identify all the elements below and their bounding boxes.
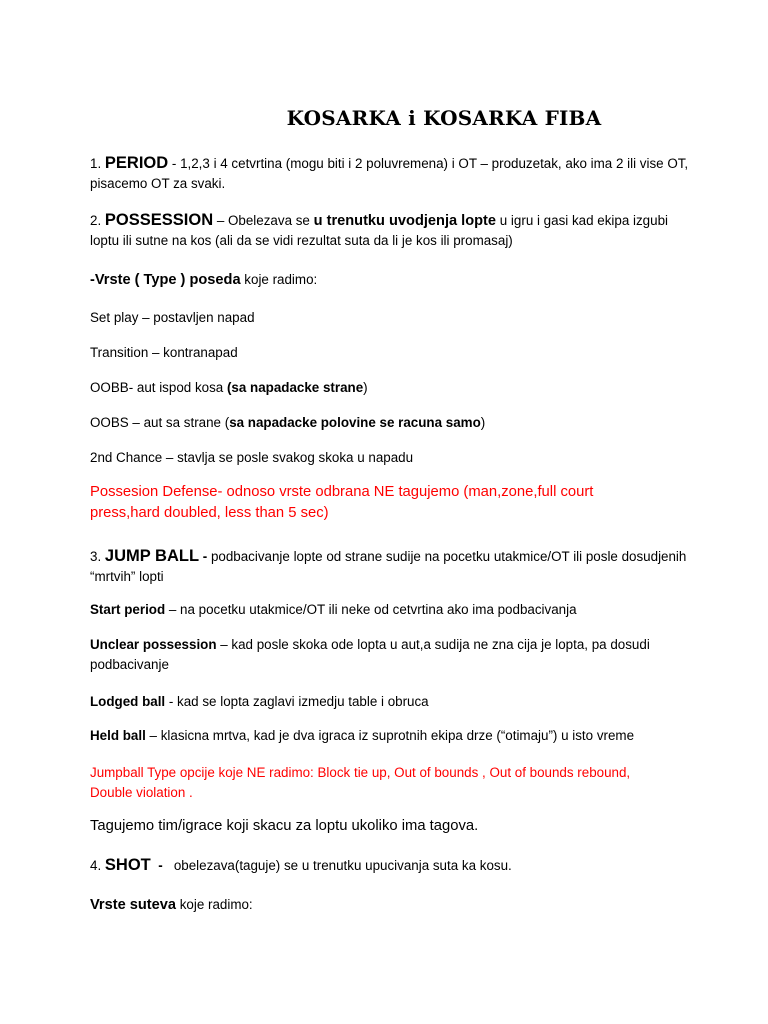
possesion-defense-note: Possesion Defense- odnoso vrste odbrana NE tagujemo (man,zone,full court press,hard doubled, less than 5 sec): [90, 484, 594, 521]
unclear-possession-text: – kad posle skoka ode lopta u aut,a sudija ne zna cija je lopta, pa dosudi podbacivanje: [90, 637, 650, 672]
section-period: [90, 153, 690, 194]
jump-ball-dash: -: [199, 549, 211, 564]
start-period-line: [90, 600, 690, 620]
vrste-suteva-text: koje radimo:: [176, 897, 253, 912]
type-set-play: Set play – postavljen napad: [90, 310, 255, 325]
vrste-poseda-bold: -Vrste ( Type ) poseda: [90, 272, 241, 288]
shot-text: obelezava(taguje) se u trenutku upucivanja suta ka kosu.: [170, 858, 512, 873]
type-transition: Transition – kontranapad: [90, 345, 238, 360]
jump-ball-heading: JUMP BALL: [104, 547, 200, 565]
possession-heading: POSSESSION: [104, 211, 214, 229]
oobb-text: OOBB- aut ispod kosa: [90, 380, 227, 395]
held-ball-text: – klasicna mrtva, kad je dva igraca iz suprotnih ekipa drze (“otimaju”) u isto vreme: [145, 728, 635, 743]
possession-text-post: u igru i gasi kad ekipa izgubi loptu ili sutne na kos (ali da se vidi rezultat suta da li je kos ili promasaj): [90, 213, 668, 248]
held-ball-bold: Held ball: [90, 728, 146, 743]
possession-text-pre: – Obelezava se: [213, 213, 314, 228]
period-number: 1.: [90, 156, 102, 171]
type-oobb: [90, 378, 690, 398]
type-second-chance: 2nd Chance – stavlja se posle svakog skoka u napadu: [90, 450, 414, 465]
page-title: KOSARKA i KOSARKA FIBA: [286, 106, 602, 130]
lodged-ball-line: [90, 692, 690, 712]
oobb-close: ): [363, 380, 368, 395]
start-period-text: – na pocetku utakmice/OT ili neke od cetvrtina ako ima podbacivanja: [165, 602, 577, 617]
lodged-ball-bold: Lodged ball: [90, 694, 166, 709]
vrste-poseda-text: koje radimo:: [240, 272, 318, 287]
possession-text-bold: u trenutku uvodjenja lopte: [313, 213, 497, 229]
shot-dash: -: [150, 858, 171, 873]
type-oobs: [90, 413, 690, 433]
oobs-text: OOBS – aut sa strane (: [90, 415, 230, 430]
oobs-bold: sa napadacke polovine se racuna samo: [229, 415, 481, 430]
shot-number: 4.: [90, 858, 102, 873]
unclear-possession-bold: Unclear possession: [90, 637, 217, 652]
jump-ball-number: 3.: [90, 549, 102, 564]
oobs-close: ): [480, 415, 486, 430]
tagujemo-line: Tagujemo tim/igrace koji skacu za loptu ukoliko ima tagova.: [90, 818, 479, 834]
vrste-suteva-line: [90, 895, 690, 915]
shot-heading: SHOT: [104, 856, 151, 874]
start-period-bold: Start period: [90, 602, 166, 617]
vrste-poseda-line: [90, 270, 690, 290]
jump-ball-text: podbacivanje lopte od strane sudije na pocetku utakmice/OT ili posle dosudjenih “mrtvih” lopti: [90, 549, 687, 584]
unclear-possession-line: [90, 635, 690, 675]
oobb-bold: (sa napadacke strane: [226, 380, 364, 395]
section-shot: [90, 855, 690, 876]
period-text: - 1,2,3 i 4 cetvrtina (mogu biti i 2 poluvremena) i OT – produzetak, ako ima 2 ili vise OT, pisacemo OT za svaki.: [90, 156, 689, 191]
jumpball-type-note: Jumpball Type opcije koje NE radimo: Block tie up, Out of bounds , Out of bounds rebound, Double violation .: [90, 765, 631, 800]
possession-number: 2.: [90, 213, 102, 228]
section-jump-ball: [90, 546, 690, 587]
section-possession: [90, 210, 690, 251]
held-ball-line: [90, 726, 690, 746]
period-heading: PERIOD: [104, 154, 169, 172]
vrste-suteva-bold: Vrste suteva: [90, 897, 176, 913]
lodged-ball-text: - kad se lopta zaglavi izmedju table i obruca: [165, 694, 429, 709]
